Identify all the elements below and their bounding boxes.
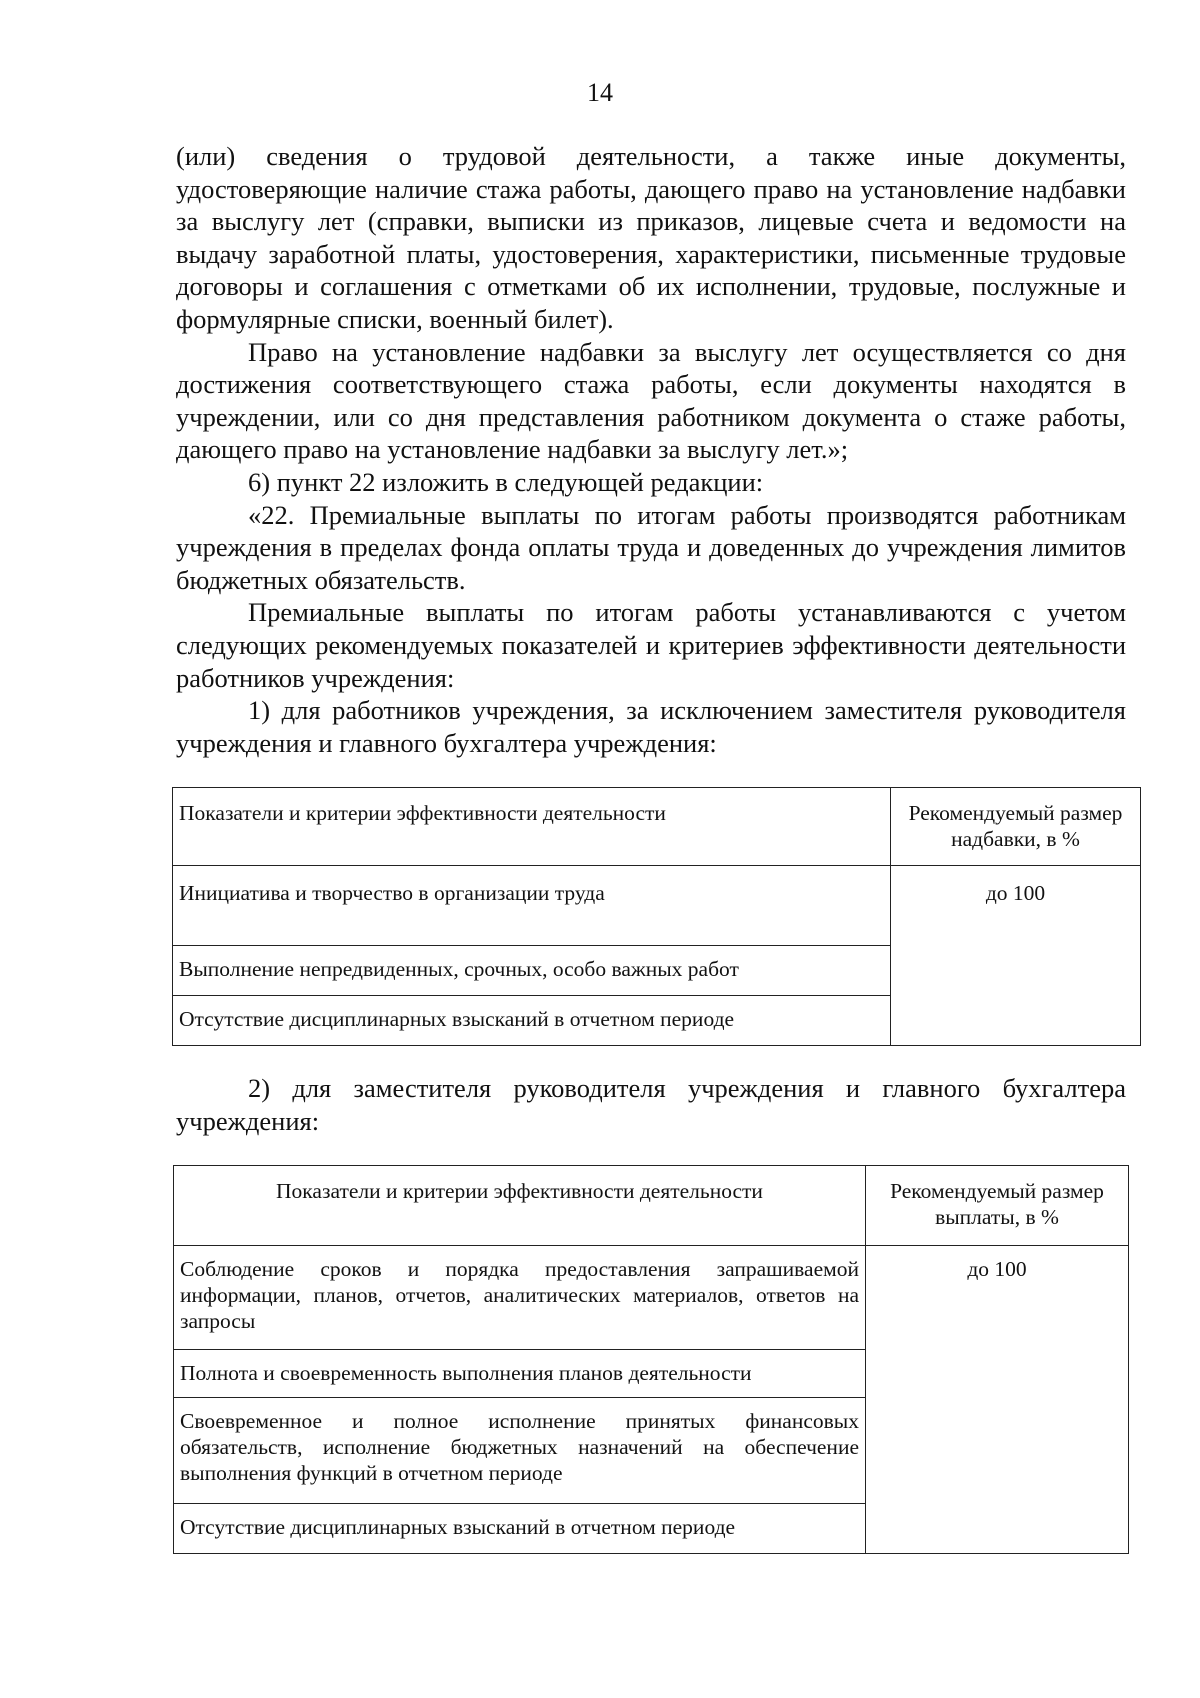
criteria-table-deputy-accountant [173,1165,1129,1554]
table-cell-criterion: Отсутствие дисциплинарных взысканий в отчетном периоде [173,996,891,1046]
table-header-criteria: Показатели и критерии эффективности деятельности [173,788,891,866]
table-cell-criterion: Своевременное и полное исполнение принятых финансовых обязательств, исполнение бюджетных назначений на обеспечение выполнения функций в отчетном периоде [174,1398,866,1504]
table-header-size: Рекомендуемый размер надбавки, в % [891,788,1141,866]
paragraph-subitem-1: 1) для работников учреждения, за исключением заместителя руководителя учреждения и главного бухгалтера учреждения: [176,695,1126,758]
paragraph-bonus-criteria: Премиальные выплаты по итогам работы устанавливаются с учетом следующих рекомендуемых показателей и критериев эффективности деятельности работников учреждения: [176,597,1126,693]
table-header-row [174,1166,1129,1246]
table-cell-criterion: Соблюдение сроков и порядка предоставления запрашиваемой информации, планов, отчетов, аналитических материалов, ответов на запросы [174,1246,866,1350]
criteria-table-employees [172,787,1141,1046]
paragraph-documents-list: (или) сведения о трудовой деятельности, а также иные документы, удостоверяющие наличие стажа работы, дающего право на установление надбавки за выслугу лет (справки, выписки из приказов, лицевые счета и ведомости на выдачу заработной платы, удостоверения, характеристики, письменные трудовые договоры и соглашения с отметками об их исполнении, трудовые, послужные и формулярные списки, военный билет). [176,141,1126,334]
table-row [174,1246,1129,1350]
table-cell-criterion: Отсутствие дисциплинарных взысканий в отчетном периоде [174,1504,866,1554]
paragraph-seniority-right: Право на установление надбавки за выслугу лет осуществляется со дня достижения соответствующего стажа работы, если документы находятся в учреждении, или со дня представления работником документа о стаже работы, дающего право на установление надбавки за выслугу лет.»; [176,336,1126,465]
page-number: 14 [587,78,613,107]
document-body [176,140,1126,759]
table-header-row [173,788,1141,866]
table-cell-criterion: Инициатива и творчество в организации труда [173,866,891,946]
table-row [173,866,1141,946]
table-cell-criterion: Полнота и своевременность выполнения планов деятельности [174,1350,866,1398]
paragraph-item-6: 6) пункт 22 изложить в следующей редакции: [248,466,764,497]
table-cell-criterion: Выполнение непредвиденных, срочных, особо важных работ [173,946,891,996]
table-header-criteria: Показатели и критерии эффективности деятельности [174,1166,866,1246]
table-header-size: Рекомендуемый размер выплаты, в % [866,1166,1129,1246]
table-cell-value: до 100 [891,866,1141,1046]
table-cell-value: до 100 [866,1246,1129,1554]
paragraph-subitem-2: 2) для заместителя руководителя учреждения и главного бухгалтера учреждения: [176,1073,1126,1136]
paragraph-item-22: «22. Премиальные выплаты по итогам работы производятся работникам учреждения в пределах фонда оплаты труда и доведенных до учреждения лимитов бюджетных обязательств. [176,499,1126,595]
